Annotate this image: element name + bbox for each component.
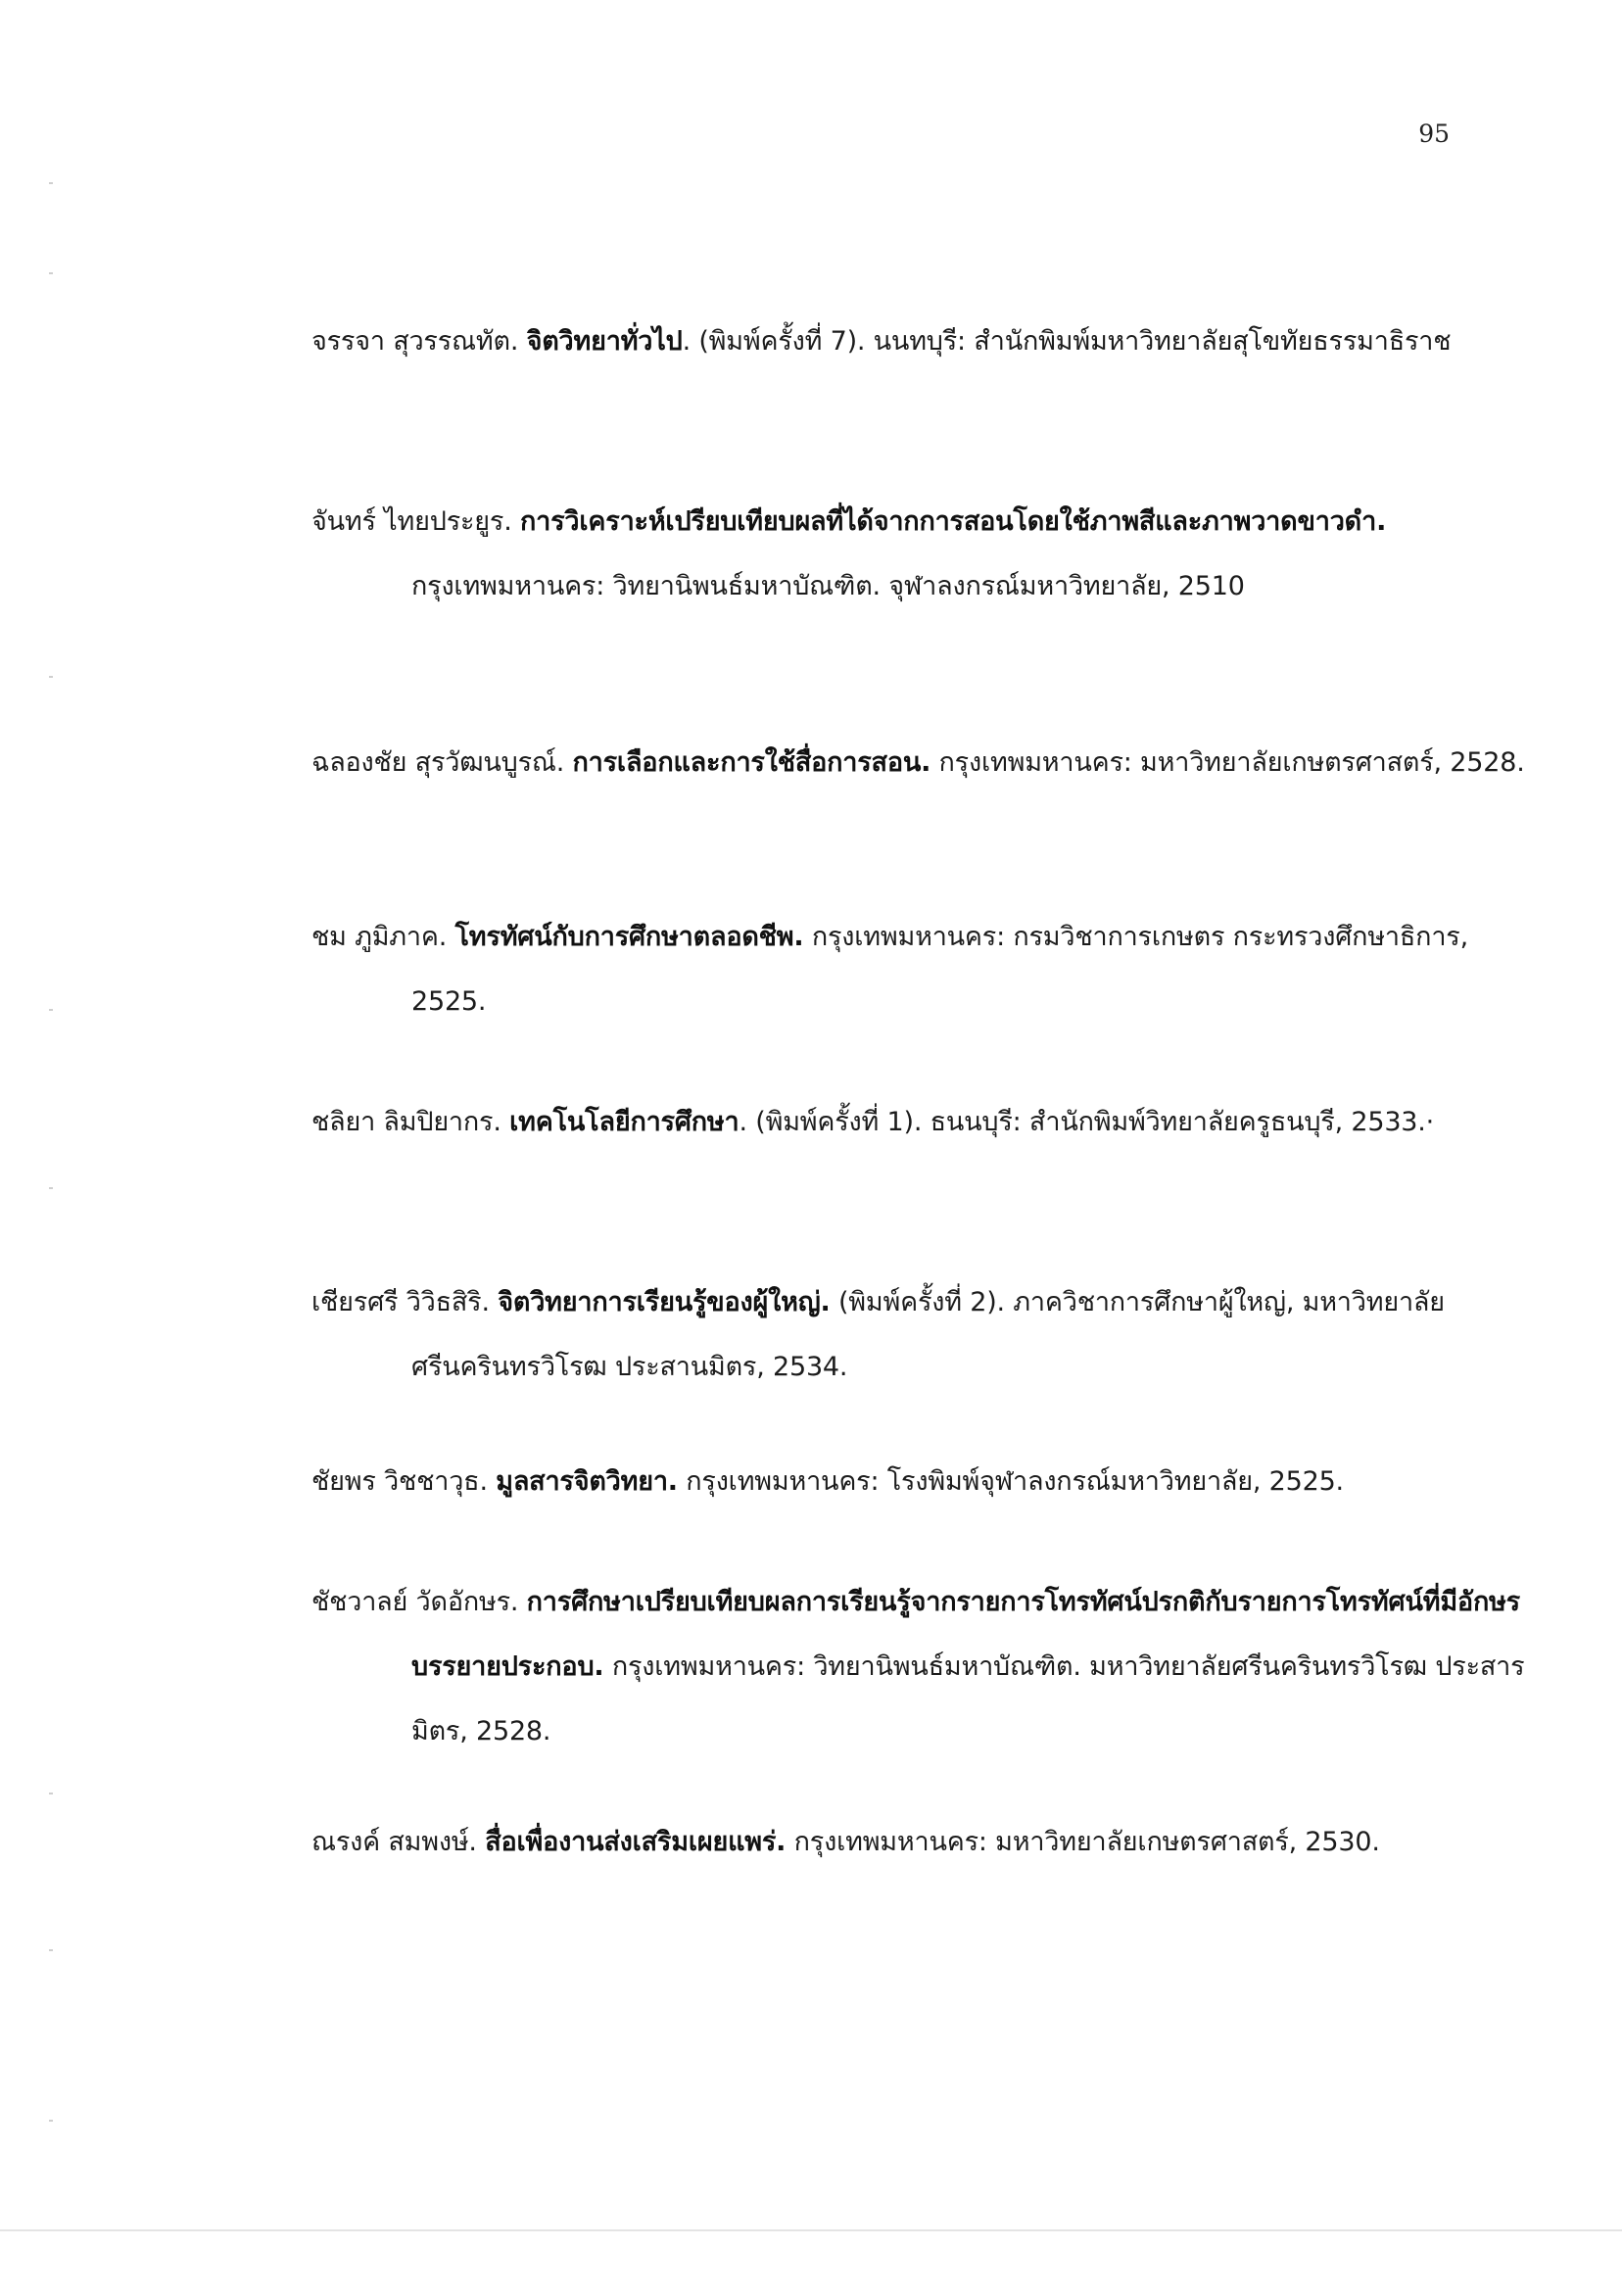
reference-author: ชัชวาลย์ วัดอักษร. <box>311 1587 527 1617</box>
reference-entry <box>311 731 1548 795</box>
reference-author: จันทร์ ไทยประยูร. <box>311 506 520 537</box>
reference-entry <box>311 905 1548 1034</box>
reference-title: เทคโนโลยีการศึกษา <box>509 1107 739 1137</box>
page-number: 95 <box>1418 120 1450 148</box>
reference-author: ชม ภูมิภาค. <box>311 922 455 952</box>
reference-entry <box>311 310 1548 374</box>
reference-detail: กรุงเทพมหานคร: โรงพิมพ์จุฬาลงกรณ์มหาวิทยาลัย, 2525. <box>677 1466 1344 1497</box>
reference-title: มูลสารจิตวิทยา. <box>496 1466 678 1497</box>
reference-entry <box>311 1270 1548 1400</box>
reference-entry <box>311 1810 1548 1875</box>
reference-author: ชลิยา ลิมปิยากร. <box>311 1107 510 1137</box>
scan-speck <box>49 182 53 184</box>
reference-title: การเลือกและการใช้สื่อการสอน. <box>572 747 931 778</box>
scan-speck <box>49 1793 53 1794</box>
scan-speck <box>49 272 53 274</box>
reference-detail: กรุงเทพมหานคร: มหาวิทยาลัยเกษตรศาสตร์, 2528. <box>930 747 1525 778</box>
reference-title: จิตวิทยาการเรียนรู้ของผู้ใหญ่. <box>498 1287 831 1317</box>
reference-entry <box>311 1570 1548 1764</box>
reference-entry <box>311 1450 1548 1514</box>
scan-margin-specks <box>45 0 59 2296</box>
reference-detail: . (พิมพ์ครั้งที่ 1). ธนนบุรี: สำนักพิมพ์วิทยาลัยครูธนบุรี, 2533.· <box>739 1107 1435 1137</box>
reference-title: สื่อเพื่องานส่งเสริมเผยแพร่. <box>485 1827 787 1857</box>
scan-speck <box>49 1949 53 1951</box>
reference-detail: . (พิมพ์ครั้งที่ 7). นนทบุรี: สำนักพิมพ์มหาวิทยาลัยสุโขทัยธรรมาธิราช <box>682 326 1452 357</box>
reference-entry <box>311 1090 1548 1155</box>
reference-author: ณรงค์ สมพงษ์. <box>311 1827 486 1857</box>
scan-speck <box>49 1187 53 1189</box>
scan-bottom-edge <box>0 2229 1622 2231</box>
reference-detail: (พิมพ์ครั้งที่ 2). ภาควิชาการศึกษาผู้ใหญ่, มหาวิทยาลัยศรีนครินทรวิโรฒ ประสานมิตร, 2534. <box>411 1287 1445 1382</box>
reference-detail: กรุงเทพมหานคร: วิทยานิพนธ์มหาบัณฑิต. มหาวิทยาลัยศรีนครินทรวิโรฒ ประสารมิตร, 2528. <box>411 1651 1525 1746</box>
reference-author: ฉลองชัย สุรวัฒนบูรณ์. <box>311 747 573 778</box>
scan-speck <box>49 2120 53 2122</box>
scan-speck <box>49 1009 53 1011</box>
reference-title: การวิเคราะห์เปรียบเทียบผลที่ได้จากการสอนโดยใช้ภาพสีและภาพวาดขาวดำ. <box>520 506 1387 537</box>
reference-author: จรรจา สุวรรณทัต. <box>311 326 527 357</box>
reference-author: เชียรศรี วิวิธสิริ. <box>311 1287 499 1317</box>
scan-speck <box>49 676 53 678</box>
reference-title: การศึกษาเปรียบเทียบผลการเรียนรู้จากรายการโทรทัศน์ปรกติกับรายการโทรทัศน์ที่มีอักษรบรรยายประกอบ. <box>411 1587 1520 1682</box>
reference-title: จิตวิทยาทั่วไป <box>526 326 683 357</box>
reference-detail: กรุงเทพมหานคร: วิทยานิพนธ์มหาบัณฑิต. จุฬาลงกรณ์มหาวิทยาลัย, 2510 <box>411 571 1245 601</box>
reference-detail: กรุงเทพมหานคร: มหาวิทยาลัยเกษตรศาสตร์, 2530. <box>786 1827 1380 1857</box>
reference-entry <box>311 490 1548 619</box>
reference-detail: กรุงเทพมหานคร: กรมวิชาการเกษตร กระทรวงศึกษาธิการ, 2525. <box>411 922 1468 1017</box>
reference-title: โทรทัศน์กับการศึกษาตลอดชีพ. <box>454 922 804 952</box>
reference-author: ชัยพร วิชชาวุธ. <box>311 1466 497 1497</box>
